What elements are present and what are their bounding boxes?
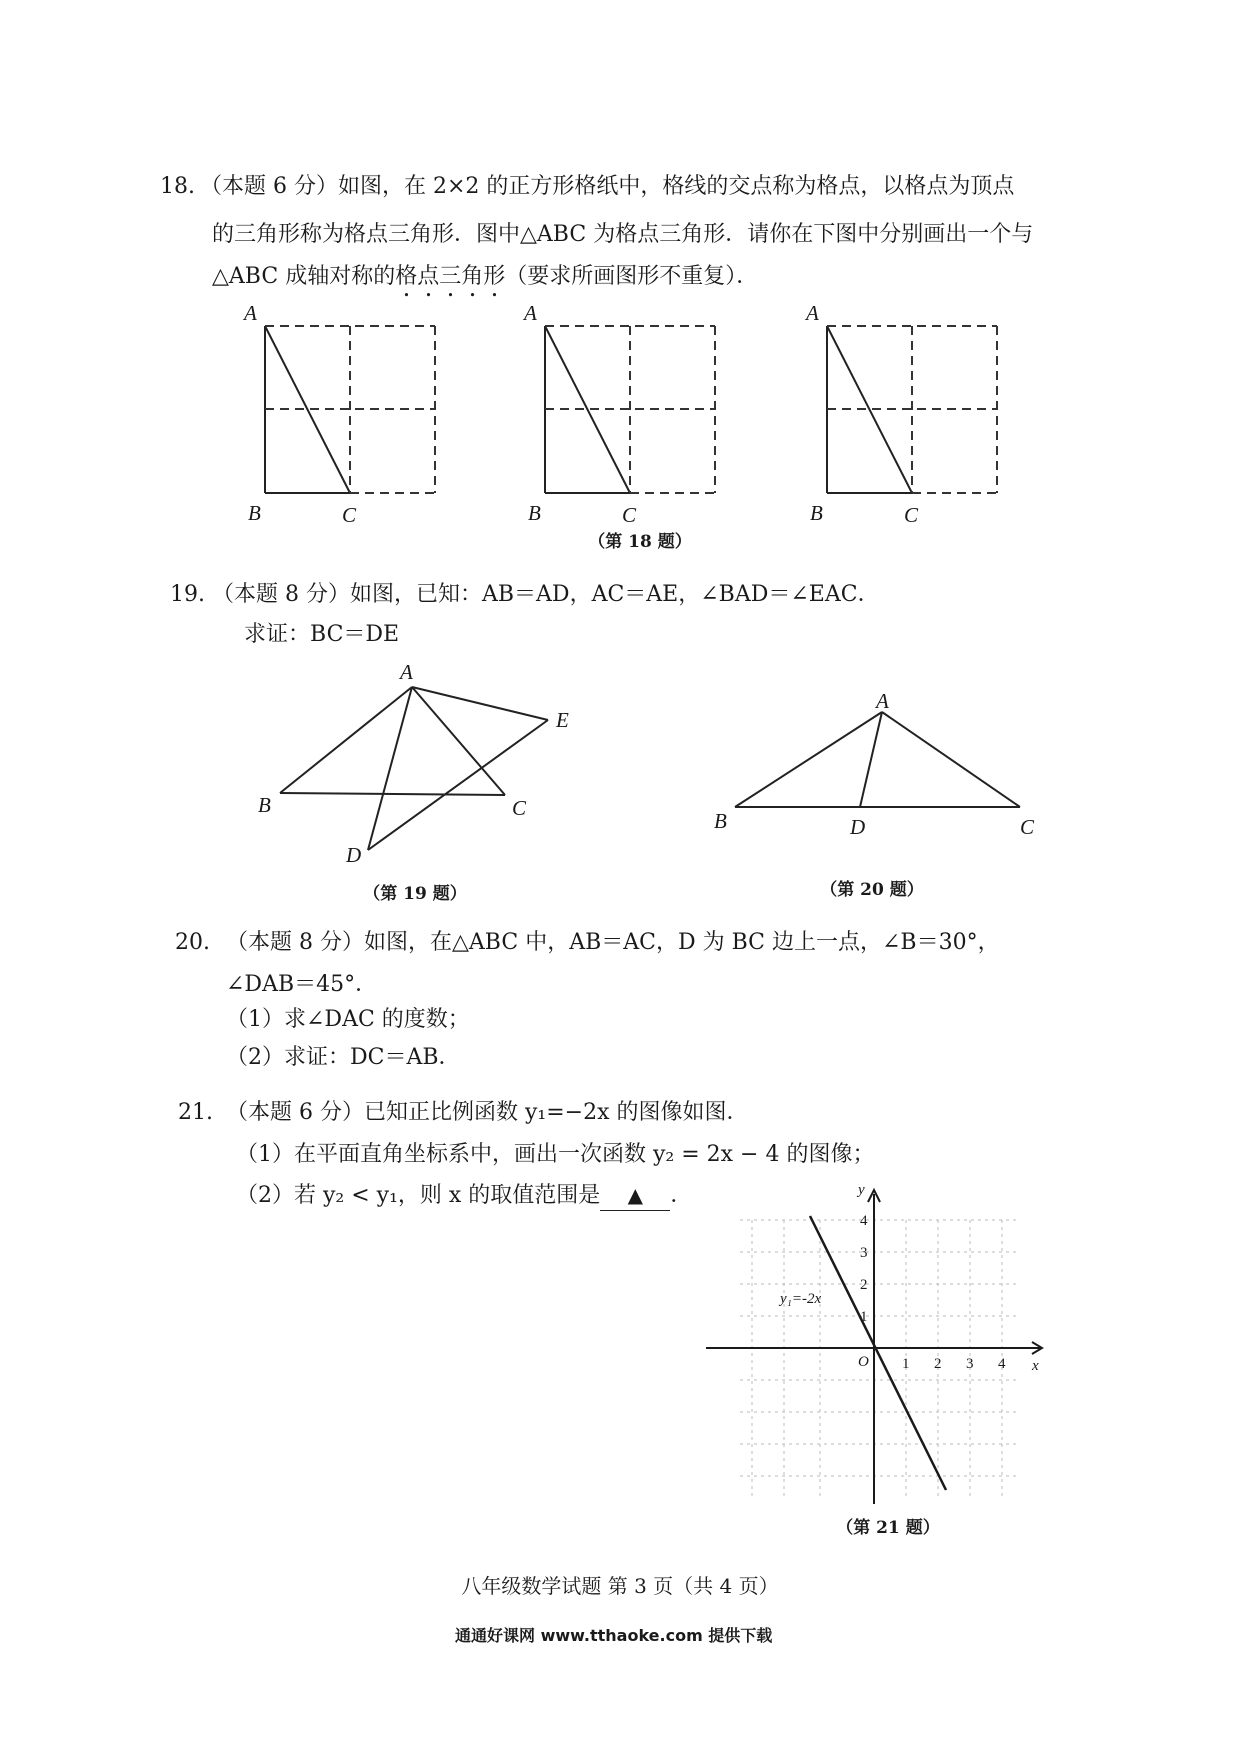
question-18-line-2: 的三角形称为格点三角形．图中△ABC 为格点三角形．请你在下图中分别画出一个与	[212, 222, 1034, 247]
answer-blank[interactable]: ▲	[600, 1180, 670, 1211]
question-18-line-3	[212, 262, 758, 302]
question-20-line-1: （本题 8 分）如图，在△ABC 中，AB＝AC，D 为 BC 边上一点，∠B＝30°，	[226, 930, 1000, 955]
q20-label-b: B	[714, 809, 727, 833]
q18-grid-2	[510, 300, 730, 540]
q20-caption: （第 20 题）	[820, 880, 924, 900]
y-axis-label: y	[858, 1182, 865, 1198]
question-19-line-2: 求证：BC＝DE	[244, 622, 400, 647]
question-18-emphasis: 格点三角形	[395, 264, 506, 289]
question-20-line-2: ∠DAB＝45°．	[226, 972, 378, 997]
question-18-number: 18.	[160, 174, 195, 199]
download-credit: 通通好课网 www.tthaoke.com 提供下载	[455, 1626, 773, 1645]
x-tick-4: 4	[998, 1356, 1006, 1372]
q18-grid-2-label-c: C	[622, 503, 637, 527]
q19-caption: （第 19 题）	[363, 884, 467, 904]
question-21-line-3-end: ．	[670, 1183, 693, 1208]
question-19-number: 19.	[170, 582, 205, 607]
question-20-line-3: （1）求∠DAC 的度数；	[226, 1007, 470, 1032]
x-tick-3: 3	[966, 1356, 974, 1372]
question-21-line-3	[236, 1180, 692, 1211]
q18-grid-1-label-c: C	[342, 503, 357, 527]
q18-grid-1-label-a: A	[244, 301, 257, 325]
q19-figure	[250, 660, 590, 880]
q18-grid-3-label-b: B	[810, 501, 823, 525]
q20-label-c: C	[1020, 815, 1035, 839]
q20-figure	[700, 690, 1040, 850]
question-18-line-3-end: （要求所画图形不重复）．	[505, 264, 759, 289]
x-tick-2: 2	[934, 1356, 942, 1372]
q19-label-c: C	[512, 796, 527, 820]
y-tick-3: 3	[860, 1245, 868, 1261]
q18-grid-3-label-c: C	[904, 503, 919, 527]
y-tick-1: 1	[860, 1309, 868, 1325]
q18-grid-3	[792, 300, 1012, 540]
q19-label-b: B	[258, 793, 271, 817]
question-21-line-1: （本题 6 分）已知正比例函数 y₁=−2x 的图像如图．	[226, 1100, 749, 1125]
question-19-line-1: （本题 8 分）如图，已知：AB＝AD，AC＝AE，∠BAD＝∠EAC．	[212, 582, 880, 607]
x-axis-label: x	[1032, 1358, 1039, 1374]
q18-grid-2-label-a: A	[524, 301, 537, 325]
question-18-line-1: （本题 6 分）如图，在 2×2 的正方形格纸中，格线的交点称为格点，以格点为顶点	[200, 174, 1015, 199]
x-tick-1: 1	[902, 1356, 910, 1372]
q19-label-e: E	[556, 708, 569, 732]
q21-caption: （第 21 题）	[836, 1518, 940, 1538]
q19-label-d: D	[346, 843, 362, 867]
question-18-line-3-start: △ABC 成轴对称的	[212, 264, 396, 289]
question-20-line-4: （2）求证：DC＝AB．	[226, 1045, 461, 1070]
question-21-line-3-text: （2）若 y₂ < y₁，则 x 的取值范围是	[236, 1183, 601, 1208]
q18-grid-1-label-b: B	[248, 501, 261, 525]
question-21-number: 21.	[178, 1100, 213, 1125]
q18-grid-3-label-a: A	[806, 301, 819, 325]
q19-label-a: A	[400, 660, 413, 684]
q18-caption: （第 18 题）	[588, 532, 692, 552]
line-y1-label: y₁=-2x	[780, 1291, 822, 1307]
q18-grid-1	[230, 300, 450, 540]
page-footer: 八年级数学试题 第 3 页（共 4 页）	[461, 1574, 779, 1598]
q21-coordinate-graph	[690, 1180, 1050, 1520]
q20-label-a: A	[876, 690, 889, 713]
q18-grid-2-label-b: B	[528, 501, 541, 525]
question-21-line-2: （1）在平面直角坐标系中，画出一次函数 y₂ = 2x − 4 的图像；	[236, 1142, 875, 1167]
question-20-number: 20.	[175, 930, 210, 955]
y-tick-2: 2	[860, 1277, 868, 1293]
y-tick-4: 4	[860, 1213, 868, 1229]
q20-label-d: D	[850, 815, 866, 839]
origin-label: O	[858, 1354, 869, 1370]
